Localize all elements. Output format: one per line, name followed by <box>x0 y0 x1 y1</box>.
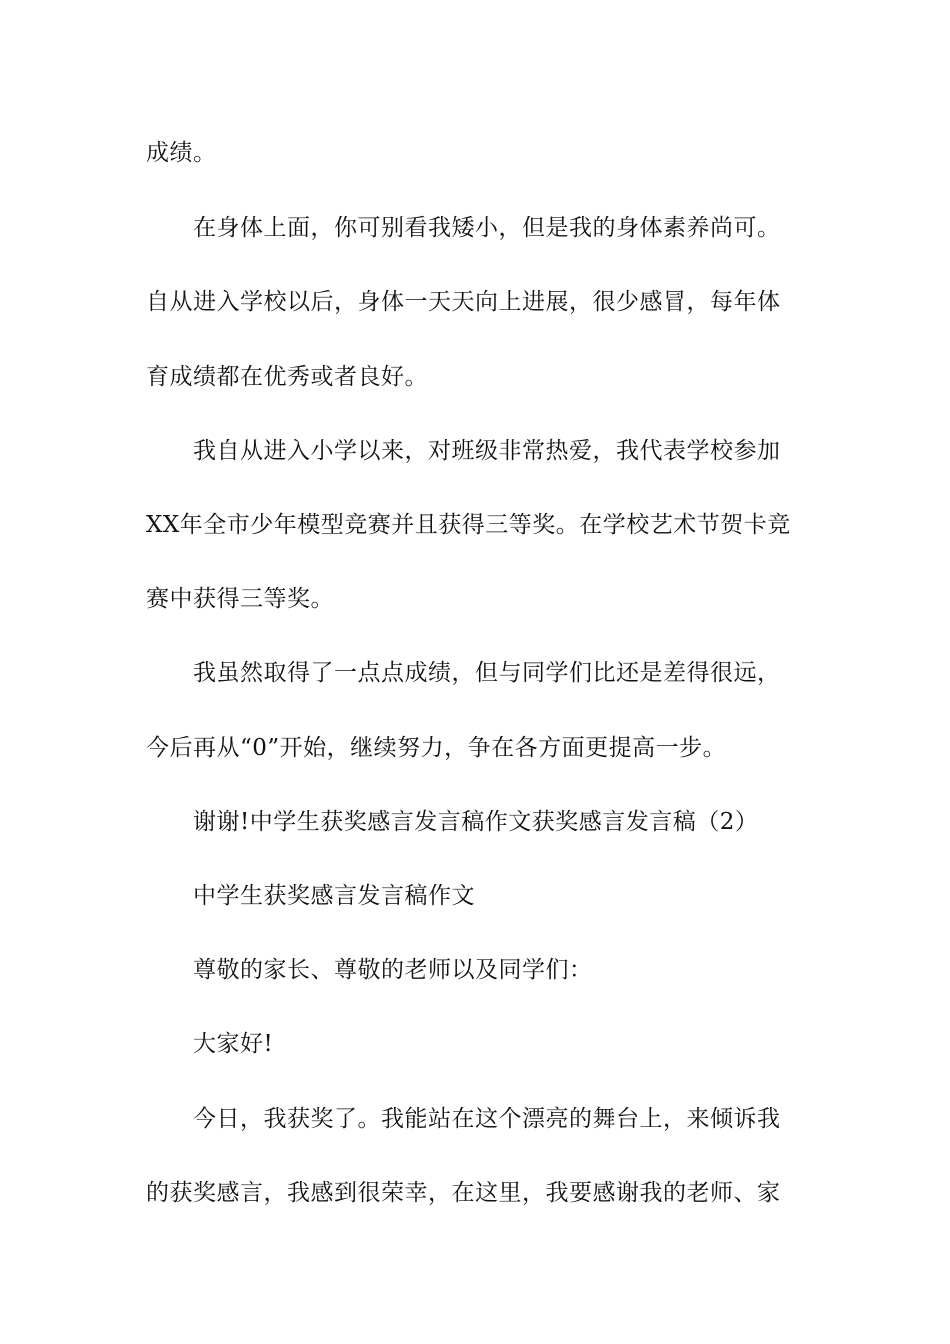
salutation: 尊敬的家长、尊敬的老师以及同学们： <box>193 957 593 983</box>
greeting: 大家好! <box>193 1031 274 1057</box>
paragraph-start: 在身体上面，你可别看我矮小，但是我的身体素养尚可。 <box>193 215 781 241</box>
text-line: 的获奖感言，我感到很荣幸，在这里，我要感谢我的老师、家 <box>146 1180 781 1206</box>
section-title: 中学生获奖感言发言稿作文 <box>193 883 475 909</box>
paragraph-start: 我自从进入小学以来，对班级非常热爱，我代表学校参加 <box>193 438 781 464</box>
paragraph-start: 今日，我获奖了。我能站在这个漂亮的舞台上，来倾诉我 <box>193 1106 781 1132</box>
paragraph-start: 谢谢!中学生获奖感言发言稿作文获奖感言发言稿（2） <box>193 809 759 835</box>
text-line: 赛中获得三等奖。 <box>146 586 334 612</box>
text-line: 自从进入学校以后，身体一天天向上进展，很少感冒，每年体 <box>146 289 781 315</box>
paragraph-start: 我虽然取得了一点点成绩，但与同学们比还是差得很远， <box>193 660 781 686</box>
text-line: 成绩。 <box>146 140 217 166</box>
text-line: 今后再从“0”开始，继续努力，争在各方面更提高一步。 <box>146 735 727 761</box>
text-line: XX年全市少年模型竞赛并且获得三等奖。在学校艺术节贺卡竞 <box>146 512 791 538</box>
text-line: 育成绩都在优秀或者良好。 <box>146 364 428 390</box>
